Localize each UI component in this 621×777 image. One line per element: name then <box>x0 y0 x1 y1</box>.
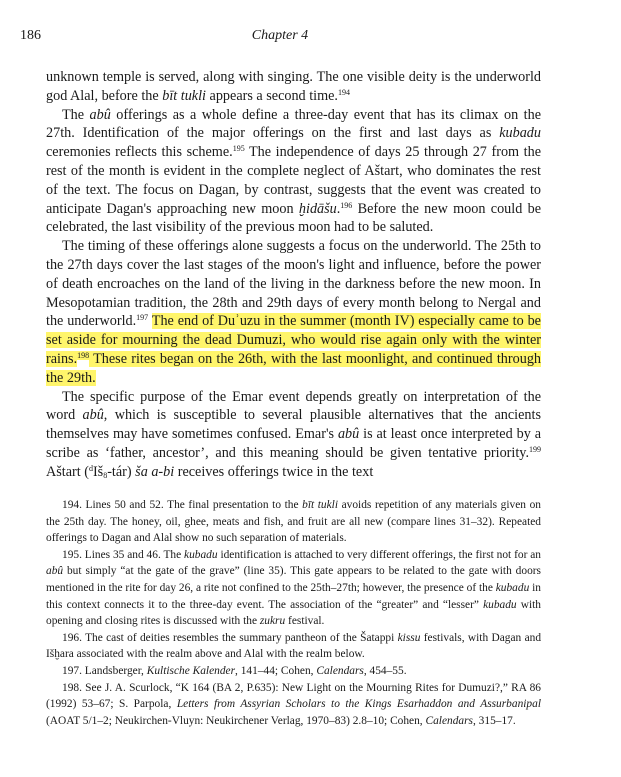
paragraph-1: unknown temple is served, along with singing. The one visible deity is the underworld god Alal, before the bīt tukli appears a second time.$^{194}$ <box>46 69 541 104</box>
footnotes <box>46 497 541 729</box>
footnote-195: 195. Lines 35 and 46. The kubadu identification is attached to very different offerings, the first not for an abû but simply “at the gate of the grave” (line 35). This gate appears to be related to the gate with doors mentioned in the rite for day 26, a rite not confined to the 25th–27th; however, the presence of the kubadu in this context connects it to the three-day event. The association of the “greater” and “lesser” kubadu with opening and closing rites is discussed with the zukru festival. <box>46 548 541 628</box>
footnote-198: 198. See J. A. Scurlock, “K 164 (BA 2, P.635): New Light on the Mourning Rites for Dumuzi?,” RA 86 (1992) 53–67; S. Parpola, Letters from Assyrian Scholars to the Kings Esarhaddon and Assurbanipal (AOAT 5/1–2; Neukirchen-Vluyn: Neukirchener Verlag, 1970–83) 2.8–10; Cohen, Calendars, 315–17. <box>46 681 541 727</box>
footnote-ref-195[interactable]: 195 <box>232 144 245 154</box>
footnote-ref-197[interactable]: 197 <box>136 313 149 323</box>
paragraph-3: The timing of these offerings alone suggests a focus on the underworld. The 25th to the 27th days cover the last stages of the moon's light and influence, before the power of death encroaches on the land of the living in the darkness before the new moon. In Mesopotamian tradition, the 28th and 29th days of every month belong to Nergal and the underworld.$^{197}$ The end of Duʾuzu in the summer (month IV) especially came to be set aside for mourning the dead Dumuzi, who would rise again only with the winter rains.$^{198}$ These rites began on the 26th, with the last moonlight, and continued through the 29th. <box>46 238 542 386</box>
footnote-197: 197. Landsberger, Kultische Kalender, 141–44; Cohen, Calendars, 454–55. <box>62 664 407 677</box>
paragraph-2: The abû offerings as a whole define a three-day event that has its climax on the 27th. Identification of the major offerings on the first and last days as kubadu ceremonies reflects this scheme.$^{195}$ The independence of days 25 through 27 from the rest of the month is evident in the complete neglect of Aštart, who dominates the rest of the text. The focus on Dagan, by contrast, suggests that the event was created to anticipate Dagan's approaching new moon ḫidāšu.$^{196}$ Before the new moon could be celebrated, the last visibility of the previous moon had to be saluted. <box>46 106 542 236</box>
footnote-194: 194. Lines 50 and 52. The final presentation to the bīt tukli avoids repetition of any materials given on the 25th day. The honey, oil, ghee, meats and fish, and fruit are all new (compare lines 31–32). Repeated offerings to Dagan and Alal show no such separation of materials. <box>46 499 541 545</box>
footnote-ref-199[interactable]: 199 <box>529 444 541 454</box>
footnote-ref-196[interactable]: 196 <box>340 200 353 210</box>
main-text <box>46 68 541 482</box>
chapter-title: Chapter 4 <box>251 28 309 43</box>
paragraph-4: The specific purpose of the Emar event depends greatly on interpretation of the word abû, which is susceptible to several plausible alternatives that the ancients themselves may have sometimes confused. Emar's abû is at least once interpreted by a scribe as ‘father, ancestor’, and this meaning should be given tentative priority.$^{199}$ Aštart $(^dIš_8-tár)$ ša a-bi receives offerings twice in the text <box>46 388 542 480</box>
footnote-196: 196. The cast of deities resembles the summary pantheon of the Šatappi kissu festivals, with Dagan and Išḫara associated with the realm above and Alal with the realm below. <box>46 631 542 661</box>
footnote-ref-198[interactable]: 198 <box>77 350 90 360</box>
highlighted-passage-1: The end of Duʾuzu in the summer (month IV) especially came to be set aside for mourning the dead Dumuzi, who would rise again only with the winter rains. <box>46 313 541 367</box>
running-header <box>20 28 540 48</box>
highlighted-passage-2: These rites began on the 26th, with the last moonlight, and continued through the 29th. <box>46 350 542 386</box>
footnote-ref-194[interactable]: 194 <box>337 87 350 97</box>
page-number: 186 <box>20 28 41 43</box>
